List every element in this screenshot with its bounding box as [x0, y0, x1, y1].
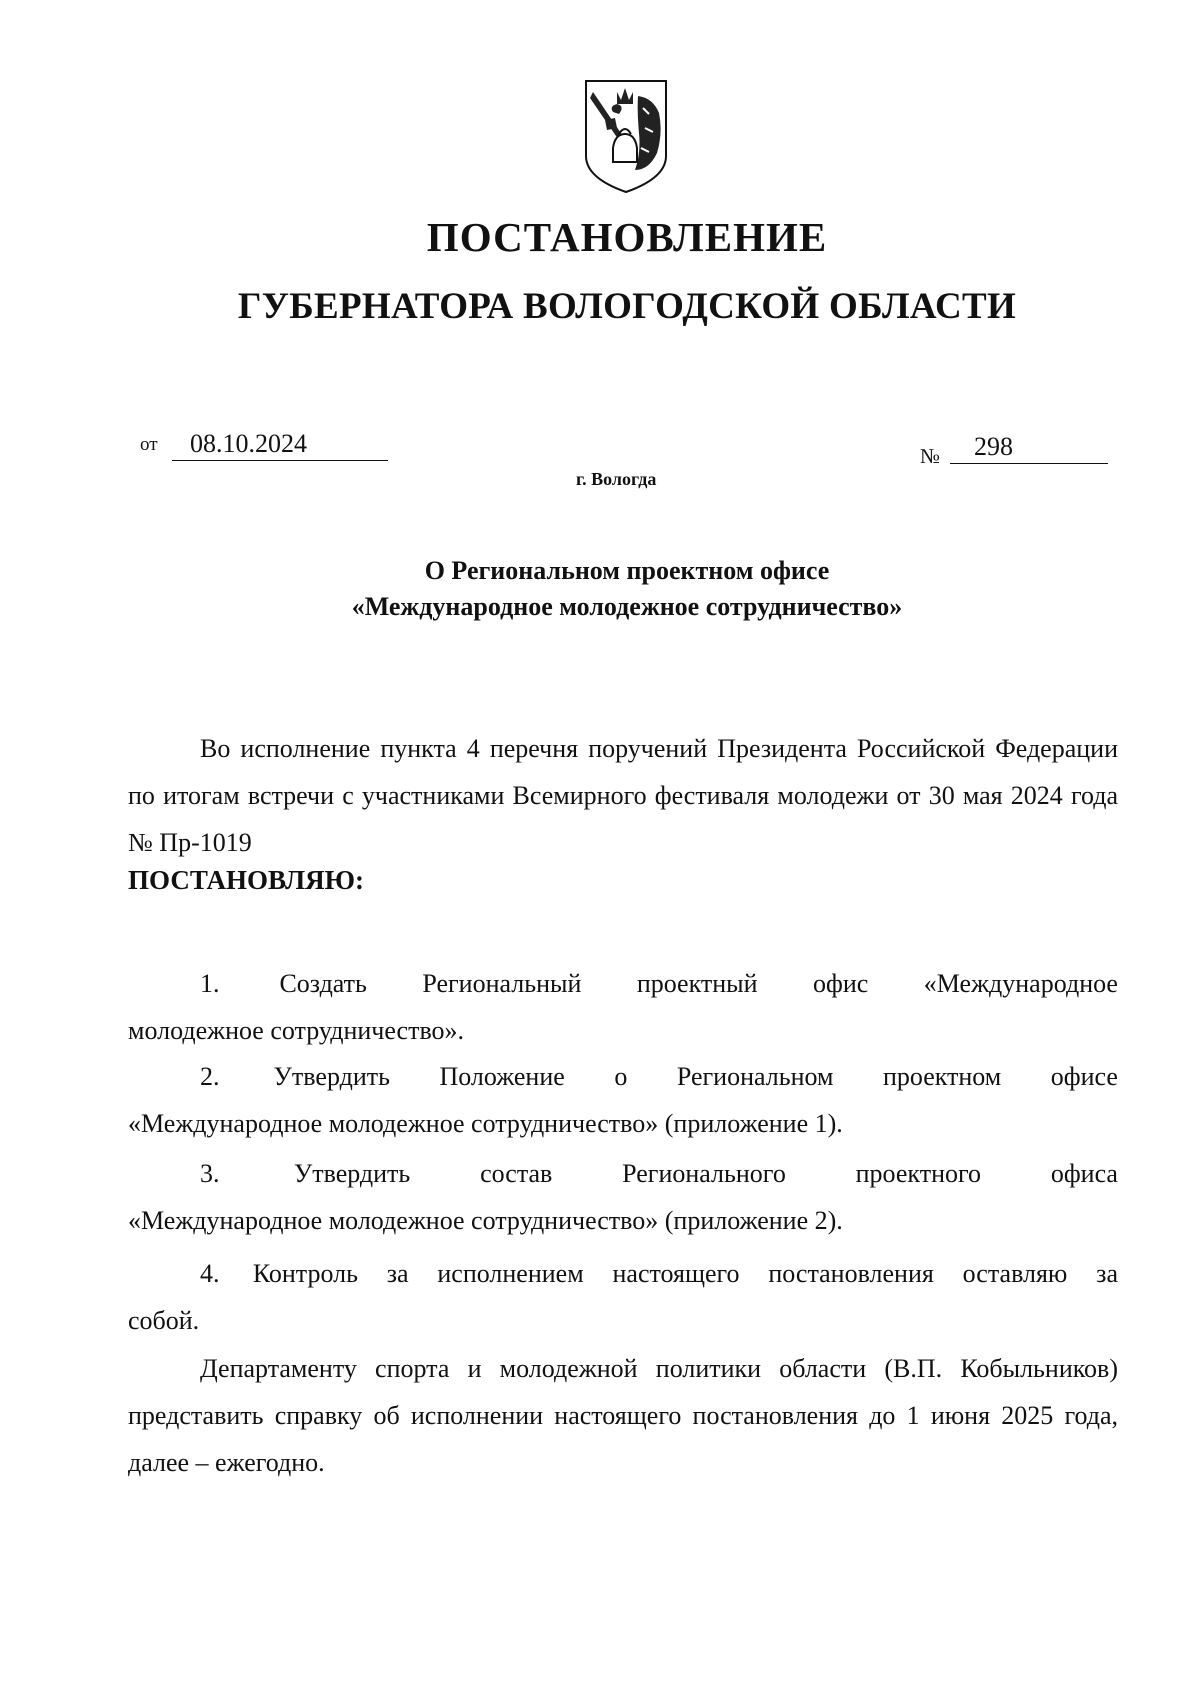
subject-line-2: «Международное молодежное сотрудничество»	[351, 592, 903, 621]
number-text: 298	[974, 432, 1013, 461]
item-word: Утвердить	[293, 1159, 411, 1188]
list-item	[128, 1250, 1118, 1344]
item-word: проектный	[636, 969, 758, 998]
item-first-line	[128, 960, 1118, 1007]
item-word: настоящего	[612, 1259, 740, 1288]
item-first-line	[128, 1250, 1118, 1297]
item-word: Региональном	[676, 1062, 834, 1091]
item-word: офис	[813, 969, 869, 998]
item-continuation: собой.	[128, 1306, 200, 1335]
item-continuation: «Международное молодежное сотрудничество» (приложение 1).	[128, 1109, 843, 1138]
date-prefix: от	[140, 434, 158, 455]
item-word: Региональный	[422, 969, 582, 998]
list-item	[128, 960, 1118, 1054]
item-number: 3.	[200, 1159, 220, 1188]
department-paragraph: Департаменту спорта и молодежной политики области (В.П. Кобыльников) представить справку об исполнении настоящего постановления до 1 июня 2025 года, далее – ежегодно.	[128, 1354, 1118, 1477]
list-item	[128, 1150, 1118, 1244]
item-word: за	[386, 1259, 409, 1288]
item-continuation: «Международное молодежное сотрудничество» (приложение 2).	[128, 1206, 843, 1235]
item-word: Регионального	[622, 1159, 786, 1188]
number-sign: №	[920, 444, 941, 468]
item-word: за	[1096, 1259, 1118, 1288]
document-number	[950, 431, 1108, 464]
item-word: Создать	[279, 969, 367, 998]
document-date	[172, 428, 388, 461]
item-word: офисе	[1050, 1062, 1118, 1091]
decree-heading: ПОСТАНОВЛЯЮ:	[128, 865, 364, 895]
item-word: состав	[480, 1159, 553, 1188]
date-text: 08.10.2024	[190, 429, 307, 458]
list-item	[128, 1053, 1118, 1147]
item-word: исполнением	[437, 1259, 584, 1288]
item-word: проектном	[882, 1062, 1002, 1091]
item-word: постановления	[768, 1259, 934, 1288]
city-label: г. Вологда	[576, 469, 657, 489]
item-number: 2.	[200, 1062, 220, 1091]
coat-of-arms-icon	[583, 78, 669, 196]
subject-line-1: О Региональном проектном офисе	[424, 556, 830, 585]
document-subject	[0, 553, 1200, 625]
intro-paragraph: Во исполнение пункта 4 перечня поручений Президента Российской Федерации по итогам встречи с участниками Всемирного фестиваля молодежи от 30 мая 2024 года № Пр-1019	[128, 734, 1118, 857]
item-word: Утвердить	[273, 1062, 390, 1091]
item-first-line	[128, 1150, 1118, 1197]
item-first-line	[128, 1053, 1118, 1100]
item-word: Контроль	[252, 1259, 358, 1288]
item-word: оставляю	[962, 1259, 1068, 1288]
item-number: 4.	[200, 1259, 220, 1288]
item-number: 1.	[200, 969, 220, 998]
item-word: «Международное	[923, 969, 1118, 998]
item-word: проектного	[855, 1159, 981, 1188]
document-subtitle: ГУБЕРНАТОРА ВОЛОГОДСКОЙ ОБЛАСТИ	[237, 286, 1017, 327]
item-word: офиса	[1050, 1159, 1118, 1188]
item-continuation: молодежное сотрудничество».	[128, 1016, 465, 1045]
item-word: о	[614, 1062, 628, 1091]
document-title: ПОСТАНОВЛЕНИЕ	[426, 214, 828, 260]
item-word: Положение	[439, 1062, 565, 1091]
